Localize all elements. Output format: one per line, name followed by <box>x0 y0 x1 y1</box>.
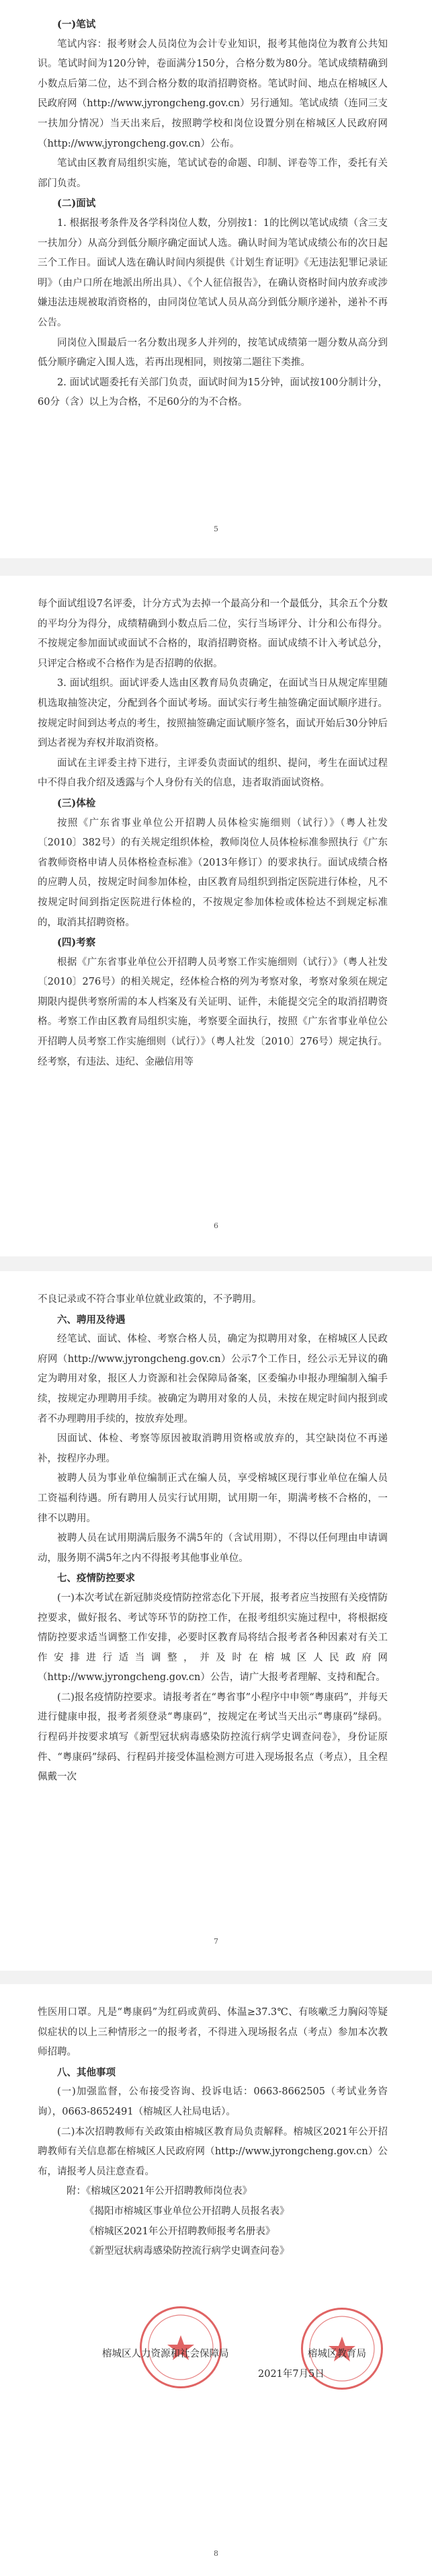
paragraph: 2. 面试试题委托有关部门负责，面试时间为15分钟，面试按100分制计分，60分（含）以上为合格，不足60分的为不合格。 <box>38 377 388 408</box>
page-number: 5 <box>214 525 218 533</box>
paragraph: 3. 面试组织。面试评委人选由区教育局负责确定，在面试当日从规定库里随机选取抽签决定，分配到各个面试考场。面试实行考生抽签确定面试顺序进行。按规定时间到达考点的考生，按照抽签确定面试顺序签名，面试开始后30分钟后到达者视为弃权并取消资格。 <box>38 678 388 749</box>
annex-item: 《揭阳市榕城区事业单位公开招聘人员报名表》 <box>85 2205 290 2217</box>
paragraph: 按照《广东省事业单位公开招聘人员体检实施细则（试行）》（粤人社发〔2010〕382号）的有关规定组织体检，教师岗位人员体检标准参照执行《广东省教师资格申请人员体格检查标准》（2013年修订）的要求执行。面试成绩合格的应聘人员，按规定时间参加体检，由区教育局组织到指定医院进行体检，凡不按规定时间到指定医院进行体检的，不按规定参加体检或体检达不到规定标准的，取消其招聘资格。 <box>38 817 388 928</box>
page-lines <box>38 1290 388 1788</box>
section-heading: 六、聘用及待遇 <box>57 1314 126 1326</box>
paragraph: 笔试内容：报考财会人员岗位为会计专业知识，报考其他岗位为教育公共知识。笔试时间为120分钟，卷面满分150分，合格分数为80分。笔试成绩精确到小数点后第二位，达不到合格分数的取消招聘资格。笔试时间、地点在榕城区人民政府网（http://www.jyrongcheng.gov.cn）另行通知。笔试成绩（连同三支一扶加分情况）当天出来后，按照聘学校和岗位设置分别在榕城区人民政府网（http://www.jyrongcheng.gov.cn）公布。 <box>38 38 388 149</box>
signature-area <box>38 2266 388 2407</box>
page-lines <box>38 595 388 1072</box>
section-heading: (一)笔试 <box>57 19 96 30</box>
document-page-6 <box>0 576 432 1256</box>
section-heading: (四)考察 <box>57 937 96 949</box>
paragraph: 同岗位入围最后一名分数出现多人并列的，按笔试成绩第一题分数从高分到低分顺序确定入围人选，若再出现相同，则按第二题往下类推。 <box>38 337 388 369</box>
paragraph: (二)报名疫情防控要求。请报考者在“粤省事”小程序中申领“粤康码”，并每天进行健康申报，报考者须登录“粤康码”，按规定在考试当天出示“粤康码”绿码。行程码并按要求填写《新型冠状病毒感染防控流行病学史调查问卷》，身份证原件、“粤康码”绿码、行程码并接受体温检测方可进入现场报名点（考点），且全程佩戴一次 <box>38 1692 388 1783</box>
paragraph: 笔试由区教育局组织实施，笔试试卷的命题、印制、评卷等工作，委托有关部门负责。 <box>38 158 388 189</box>
page-lines <box>38 15 388 413</box>
signer-hrss-bureau: 榕城区人力资源和社会保障局 <box>102 2348 229 2359</box>
section-heading: 八、其他事项 <box>57 2066 116 2078</box>
paragraph: 根据《广东省事业单位公开招聘人员考察工作实施细则（试行）》（粤人社发〔2010〕276号）的相关规定，经体检合格的列为考察对象，考察对象须在规定期限内提供考察所需的本人档案及有关证明、证件，未能提交完全的取消招聘资格。考察工作由区教育局组织实施，考察要全面执行，按照《广东省事业单位公开招聘人员考察工作实施细则（试行）》（粤人社发〔2010〕276号）规定执行。经考察，有违法、违纪、金融信用等 <box>38 956 388 1067</box>
page-number: 8 <box>214 2549 218 2558</box>
paragraph: 1. 根据报考条件及各学科岗位人数，分别按1：1的比例以笔试成绩（含三支一扶加分）从高分到低分顺序确定面试人选。确认时间为笔试成绩公布的次日起三个工作日。面试人选在确认时间内须提供《计划生育证明》《无违法犯罪记录证明》（由户口所在地派出所出具）、《个人征信报告》，在确认资格时间内放弃或涉嫌违法违规被取消资格的，由同岗位笔试人员从高分到低分顺序递补，递补不再公告。 <box>38 217 388 328</box>
annex-item: 《新型冠状病毒感染防控流行病学史调查问卷》 <box>85 2246 290 2257</box>
page-body <box>0 576 432 1072</box>
page-number: 7 <box>214 1937 218 1946</box>
paragraph: (一)加强监督，公布接受咨询、投诉电话：0663-8662505（考试业务咨询），0663-8652491（榕城区人社局电话）。 <box>38 2086 388 2117</box>
paragraph: 被聘人员为事业单位编制正式在编人员，享受榕城区现行事业单位在编人员工资福利待遇。所有聘用人员实行试用期，试用期一年，期满考核不合格的，一律不以聘用。 <box>38 1473 388 1524</box>
issue-date: 2021年7月5日 <box>258 2368 325 2380</box>
paragraph: 面试在主评委主持下进行，主评委负责面试的组织、提问，考生在面试过程中不得自我介绍及透露与个人身份有关的信息，违者取消面试资格。 <box>38 757 388 789</box>
paragraph: 不良记录或不符合事业单位就业政策的，不予聘用。 <box>38 1294 262 1305</box>
section-heading: (三)体检 <box>57 797 96 809</box>
signer-education-bureau: 榕城区教育局 <box>308 2348 366 2359</box>
page-body <box>0 0 432 413</box>
annex-item: 附：《榕城区2021年公开招聘教师岗位表》 <box>67 2186 253 2197</box>
paragraph: (一)本次考试在新冠肺炎疫情防控常态化下开展，报考者应当按照有关疫情防控要求，做好报名、考试等环节的防控工作，在报考组织实施过程中，将根据疫情防控要求适当调整工作安排，必要时区教育局将结合报考者各种因素对有关工作安排进行适当调整，并及时在榕城区人民政府网（http://www.jyrongcheng.gov.cn）公告，请广大报考者理解、支持和配合。 <box>38 1592 388 1683</box>
page-body <box>0 1271 432 1788</box>
page-number: 6 <box>214 1221 218 1230</box>
annex-item: 《榕城区2021年公开招聘教师报考名册表》 <box>85 2226 275 2237</box>
paragraph: 因面试、体检、考察等原因被取消聘用资格或放弃的，其空缺岗位不再递补，按程序办理。 <box>38 1433 388 1464</box>
paragraph: 经笔试、面试、体检、考察合格人员，确定为拟聘用对象，在榕城区人民政府网（http://www.jyrongcheng.gov.cn）公示7个工作日，经公示无异议的确定为聘用对象，报区人力资源和社会保障局备案，区委编办申报办理编制入编手续，按规定办理聘用手续。被确定为聘用对象的人员，未按在规定时间内报到或者不办理聘用手续的，按放弃处理。 <box>38 1334 388 1425</box>
paragraph: 被聘人员在试用期满后服务不满5年的（含试用期），不得以任何理由申请调动，服务期不满5年之内不得报考其他事业单位。 <box>38 1533 388 1564</box>
page-lines <box>38 2003 388 2182</box>
paragraph: 性医用口罩。凡是“粤康码”为红码或黄码、体温≥37.3℃、有咳嗽乏力胸闷等疑似症状的以上三种情形之一的报考者，不得进入现场报名点（考点）参加本次教师招聘。 <box>38 2007 388 2058</box>
paragraph: 每个面试组设7名评委，计分方式为去掉一个最高分和一个最低分，其余五个分数的平均分为得分，成绩精确到小数点后二位，实行当场评分、计分和公布得分。不按规定参加面试或面试不合格的，取消招聘资格。面试成绩不计入考试总分，只评定合格或不合格作为是否招聘的依据。 <box>38 599 388 669</box>
section-heading: 七、疫情防控要求 <box>57 1573 135 1585</box>
section-heading: (二)面试 <box>57 198 96 210</box>
page-body <box>0 1984 432 2407</box>
paragraph: (二)本次招聘教师有关政策由榕城区教育局负责解释。榕城区2021年公开招聘教师有关信息都在榕城区人民政府网（http://www.jyrongcheng.gov.cn）公布，请报考人员注意查看。 <box>38 2126 388 2177</box>
document-page-5 <box>0 0 432 558</box>
document-page-8 <box>0 1984 432 2576</box>
document-page-7 <box>0 1271 432 1971</box>
annex-list <box>38 2182 388 2261</box>
